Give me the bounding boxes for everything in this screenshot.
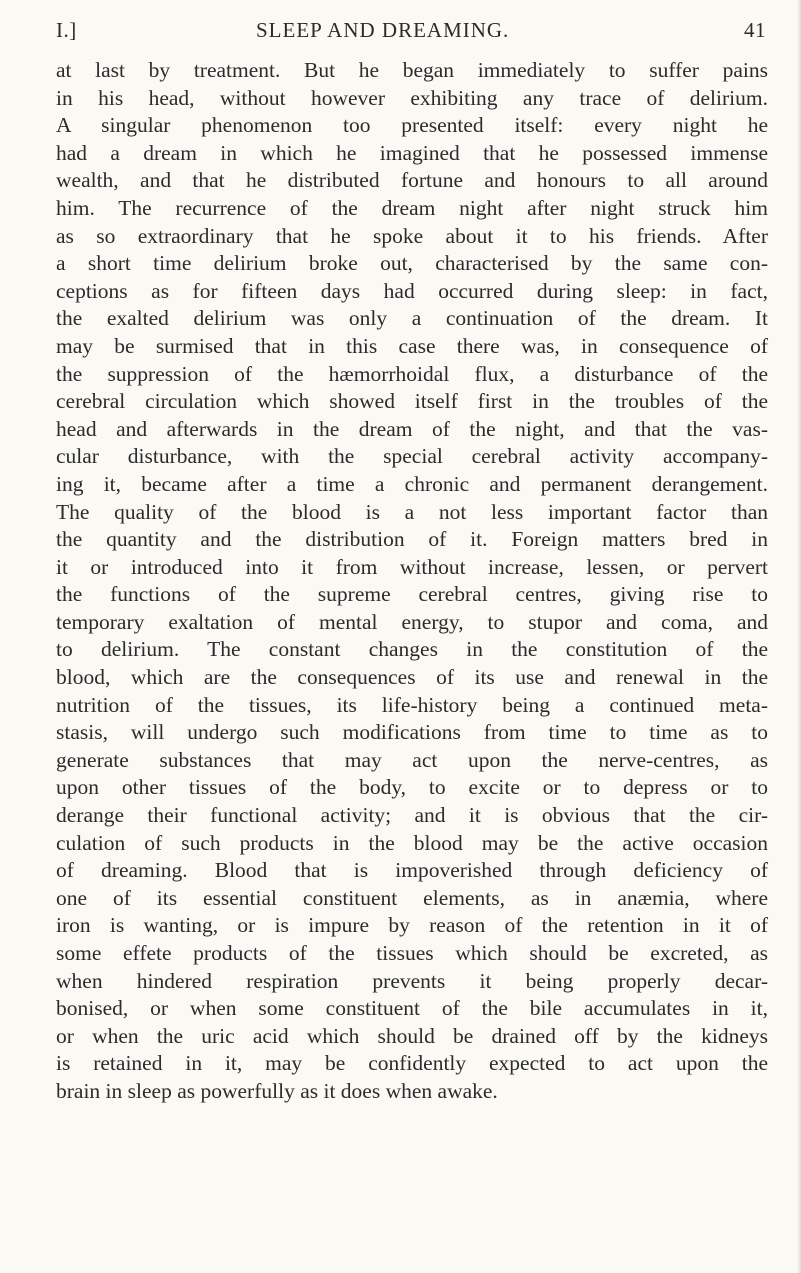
- text-line: wealth, and that he distributed fortune and honours to all around: [56, 168, 768, 193]
- text-line: iron is wanting, or is impure by reason of the retention in it of: [56, 913, 768, 938]
- text-line: ing it, became after a time a chronic and permanent derangement.: [56, 471, 768, 496]
- body-text: [56, 57, 768, 1106]
- text-line: stasis, will undergo such modifications from time to time as to: [56, 720, 768, 745]
- text-line: The quality of the blood is a not less important factor than: [56, 499, 768, 524]
- text-line: ceptions as for fifteen days had occurred during sleep: in fact,: [56, 278, 768, 303]
- text-line: derange their functional activity; and it is obvious that the cir-: [56, 803, 768, 828]
- text-line: is retained in it, may be confidently expected to act upon the: [56, 1051, 768, 1076]
- text-line: culation of such products in the blood may be the active occasion: [56, 830, 768, 855]
- text-line: temporary exaltation of mental energy, to stupor and coma, and: [56, 609, 768, 634]
- text-line: had a dream in which he imagined that he possessed immense: [56, 140, 768, 165]
- text-line: blood, which are the consequences of its use and renewal in the: [56, 665, 768, 690]
- text-line: bonised, or when some constituent of the bile accumulates in it,: [56, 996, 768, 1021]
- text-line: to delirium. The constant changes in the constitution of the: [56, 637, 768, 662]
- text-line: cular disturbance, with the special cerebral activity accompany-: [56, 444, 768, 469]
- text-line: may be surmised that in this case there was, in consequence of: [56, 333, 768, 358]
- text-line: some effete products of the tissues which should be excreted, as: [56, 941, 768, 965]
- text-line: or when the uric acid which should be drained off by the kidneys: [56, 1023, 768, 1048]
- text-line: the exalted delirium was only a continuation of the dream. It: [56, 306, 768, 331]
- chapter-number: I.]: [56, 18, 77, 42]
- text-line: head and afterwards in the dream of the night, and that the vas-: [56, 416, 768, 441]
- text-line: one of its essential constituent elements, as in anæmia, where: [56, 885, 768, 910]
- page-number: 41: [744, 18, 766, 42]
- text-line: brain in sleep as powerfully as it does when awake.: [56, 1078, 498, 1103]
- text-line: the suppression of the hæmorrhoidal flux, a disturbance of the: [56, 361, 768, 386]
- text-line: it or introduced into it from without increase, lessen, or pervert: [56, 554, 768, 579]
- text-line: generate substances that may act upon the nerve-centres, as: [56, 747, 768, 772]
- page-edge-shadow: [797, 0, 801, 1273]
- text-line: as so extraordinary that he spoke about it to his friends. After: [56, 223, 768, 248]
- text-line: at last by treatment. But he began immediately to suffer pains: [56, 58, 768, 82]
- running-header: [56, 18, 766, 48]
- text-line: of dreaming. Blood that is impoverished through deficiency of: [56, 858, 768, 883]
- text-line: cerebral circulation which showed itself first in the troubles of the: [56, 389, 768, 414]
- text-line: A singular phenomenon too presented itself: every night he: [56, 113, 768, 138]
- text-line: the quantity and the distribution of it. Foreign matters bred in: [56, 527, 768, 552]
- text-line: when hindered respiration prevents it being properly decar-: [56, 968, 768, 993]
- text-line: him. The recurrence of the dream night after night struck him: [56, 195, 768, 220]
- running-title: SLEEP AND DREAMING.: [256, 18, 510, 42]
- text-line: the functions of the supreme cerebral centres, giving rise to: [56, 582, 768, 607]
- text-line: nutrition of the tissues, its life-history being a continued meta-: [56, 692, 768, 717]
- text-line: upon other tissues of the body, to excite or to depress or to: [56, 775, 768, 800]
- text-line: in his head, without however exhibiting any trace of delirium.: [56, 85, 768, 110]
- text-line: a short time delirium broke out, characterised by the same con-: [56, 251, 768, 276]
